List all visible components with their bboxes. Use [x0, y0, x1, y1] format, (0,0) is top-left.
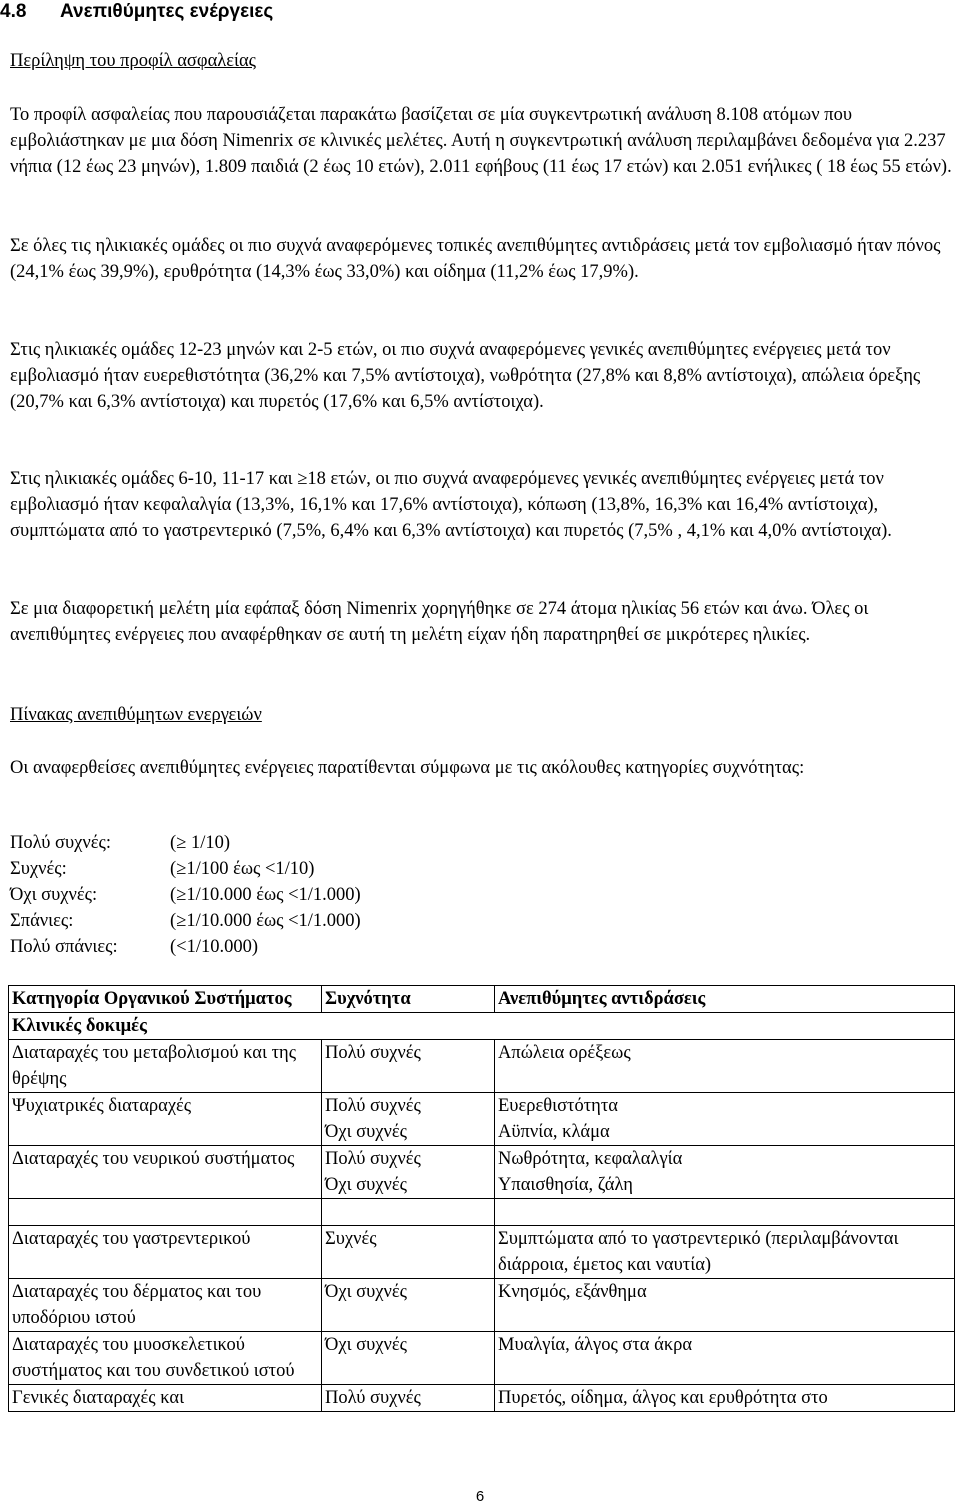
frequency-row — [10, 908, 955, 934]
table-row — [9, 1040, 955, 1093]
soc-cell: Διαταραχές του δέρματος και του υποδόριου ιστού — [9, 1279, 322, 1332]
section-number: 4.8 — [0, 1, 27, 22]
table-row — [9, 1332, 955, 1385]
reactions-cell: Συμπτώματα από το γαστρεντερικό (περιλαμβάνονται διάρροια, έμετος και ναυτία) — [495, 1226, 955, 1279]
frequency-list — [10, 830, 955, 960]
reactions-cell: Μυαλγία, άλγος στα άκρα — [495, 1332, 955, 1385]
paragraph-4: Στις ηλικιακές ομάδες 6-10, 11-17 και ≥18 ετών, οι πιο συχνά αναφερόμενες γενικές ανεπιθύμητες ενέργειες μετά τον εμβολιασμό ήταν κεφαλαλγία (13,3%, 16,1% και 17,6% αντίστοιχα), κόπωση (13,8%, 16,3% και 16,4% αντίστοιχα), συμπτώματα από το γαστρεντερικό (7,5%, 6,4% και 6,3% αντίστοιχα) και πυρετός (7,5% , 4,1% και 4,0% αντίστοιχα). — [10, 469, 892, 541]
reactions-cell: Κνησμός, εξάνθημα — [495, 1279, 955, 1332]
frequency-label: Πολύ σπάνιες: — [10, 937, 118, 957]
section-heading — [0, 0, 273, 24]
table-header-row — [9, 986, 955, 1013]
frequency-cell: Όχι συχνές — [322, 1332, 495, 1385]
frequency-cell: Όχι συχνές — [322, 1279, 495, 1332]
paragraph-5: Σε μια διαφορετική μελέτη μία εφάπαξ δόση Nimenrix χορηγήθηκε σε 274 άτομα ηλικίας 56 ετών και άνω. Όλες οι ανεπιθύμητες ενέργειες που αναφέρθηκαν σε αυτή τη μελέτη είχαν ήδη παρατηρηθεί σε μικρότερες ηλικίες. — [10, 599, 869, 645]
frequency-row — [10, 830, 955, 856]
frequency-cell: Πολύ συχνές — [322, 1040, 495, 1093]
soc-cell: Διαταραχές του γαστρεντερικού — [9, 1226, 322, 1279]
section-title: Ανεπιθύμητες ενέργειες — [60, 1, 274, 22]
summary-heading: Περίληψη του προφίλ ασφαλείας — [10, 51, 257, 71]
frequency-range: (≥1/100 έως <1/10) — [170, 859, 315, 879]
soc-cell: Γενικές διαταραχές και — [9, 1385, 322, 1412]
table-row — [9, 1385, 955, 1412]
frequency-range: (≥1/10.000 έως <1/1.000) — [170, 911, 361, 931]
soc-cell: Διαταραχές του νευρικού συστήματος — [9, 1146, 322, 1199]
frequency-range: (≥1/10.000 έως <1/1.000) — [170, 885, 361, 905]
page-number: 6 — [475, 1488, 485, 1505]
frequency-cell: Συχνές — [322, 1226, 495, 1279]
soc-cell: Διαταραχές του μυοσκελετικού συστήματος και του συνδετικού ιστού — [9, 1332, 322, 1385]
table-row — [9, 1146, 955, 1199]
adverse-reactions-table — [8, 985, 955, 1412]
table-row — [9, 1093, 955, 1146]
clinical-trials-label: Κλινικές δοκιμές — [9, 1013, 955, 1040]
frequency-label: Σπάνιες: — [10, 911, 74, 931]
table-subheader-row — [9, 1013, 955, 1040]
frequency-label: Πολύ συχνές: — [10, 833, 111, 853]
soc-cell: Ψυχιατρικές διαταραχές — [9, 1093, 322, 1146]
reactions-cell: Πυρετός, οίδημα, άλγος και ερυθρότητα στο — [495, 1385, 955, 1412]
frequency-label: Όχι συχνές: — [10, 885, 98, 905]
table-heading: Πίνακας ανεπιθύμητων ενεργειών — [10, 705, 262, 725]
table-row — [9, 1279, 955, 1332]
reactions-cell: Νωθρότητα, κεφαλαλγία Υπαισθησία, ζάλη — [495, 1146, 955, 1199]
reactions-cell: Ευερεθιστότητα Αϋπνία, κλάμα — [495, 1093, 955, 1146]
frequency-cell: Πολύ συχνές Όχι συχνές — [322, 1146, 495, 1199]
table-row — [9, 1226, 955, 1279]
header-reactions: Ανεπιθύμητες αντιδράσεις — [495, 986, 955, 1013]
frequency-label: Συχνές: — [10, 859, 67, 879]
frequency-range: (≥ 1/10) — [170, 833, 230, 853]
frequency-cell: Πολύ συχνές Όχι συχνές — [322, 1093, 495, 1146]
paragraph-2: Σε όλες τις ηλικιακές ομάδες οι πιο συχνά αναφερόμενες τοπικές ανεπιθύμητες αντιδράσεις μετά τον εμβολιασμό ήταν πόνος (24,1% έως 39,9%), ερυθρότητα (14,3% έως 33,0%) και οίδημα (11,2% έως 17,9%). — [10, 236, 941, 282]
paragraph-3: Στις ηλικιακές ομάδες 12-23 μηνών και 2-5 ετών, οι πιο συχνά αναφερόμενες γενικές ανεπιθύμητες ενέργειες μετά τον εμβολιασμό ήταν ευερεθιστότητα (36,2% και 7,5% αντίστοιχα), νωθρότητα (27,8% και 8,8% αντίστοιχα), απώλεια όρεξης (20,7% και 6,3% αντίστοιχα) και πυρετός (17,6% και 6,5% αντίστοιχα). — [10, 340, 921, 412]
table-intro: Οι αναφερθείσες ανεπιθύμητες ενέργειες παρατίθενται σύμφωνα με τις ακόλουθες κατηγορίες συχνότητας: — [10, 758, 805, 778]
frequency-row — [10, 934, 955, 960]
frequency-cell: Πολύ συχνές — [322, 1385, 495, 1412]
frequency-row — [10, 856, 955, 882]
header-frequency: Συχνότητα — [322, 986, 495, 1013]
frequency-range: (<1/10.000) — [170, 937, 259, 957]
reactions-cell: Απώλεια ορέξεως — [495, 1040, 955, 1093]
paragraph-1: Το προφίλ ασφαλείας που παρουσιάζεται παρακάτω βασίζεται σε μία συγκεντρωτική ανάλυση 8.108 ατόμων που εμβολιάστηκαν με μια δόση Nimenrix σε κλινικές μελέτες. Αυτή η συγκεντρωτική ανάλυση περιλαμβάνει δεδομένα για 2.237 νήπια (12 έως 23 μηνών), 1.809 παιδιά (2 έως 10 ετών), 2.011 εφήβους (11 έως 17 ετών) και 2.051 ενήλικες ( 18 έως 55 ετών). — [10, 105, 952, 177]
table-spacer-row — [9, 1199, 955, 1226]
frequency-row — [10, 882, 955, 908]
soc-cell: Διαταραχές του μεταβολισμού και της θρέψης — [9, 1040, 322, 1093]
header-soc: Κατηγορία Οργανικού Συστήματος — [9, 986, 322, 1013]
